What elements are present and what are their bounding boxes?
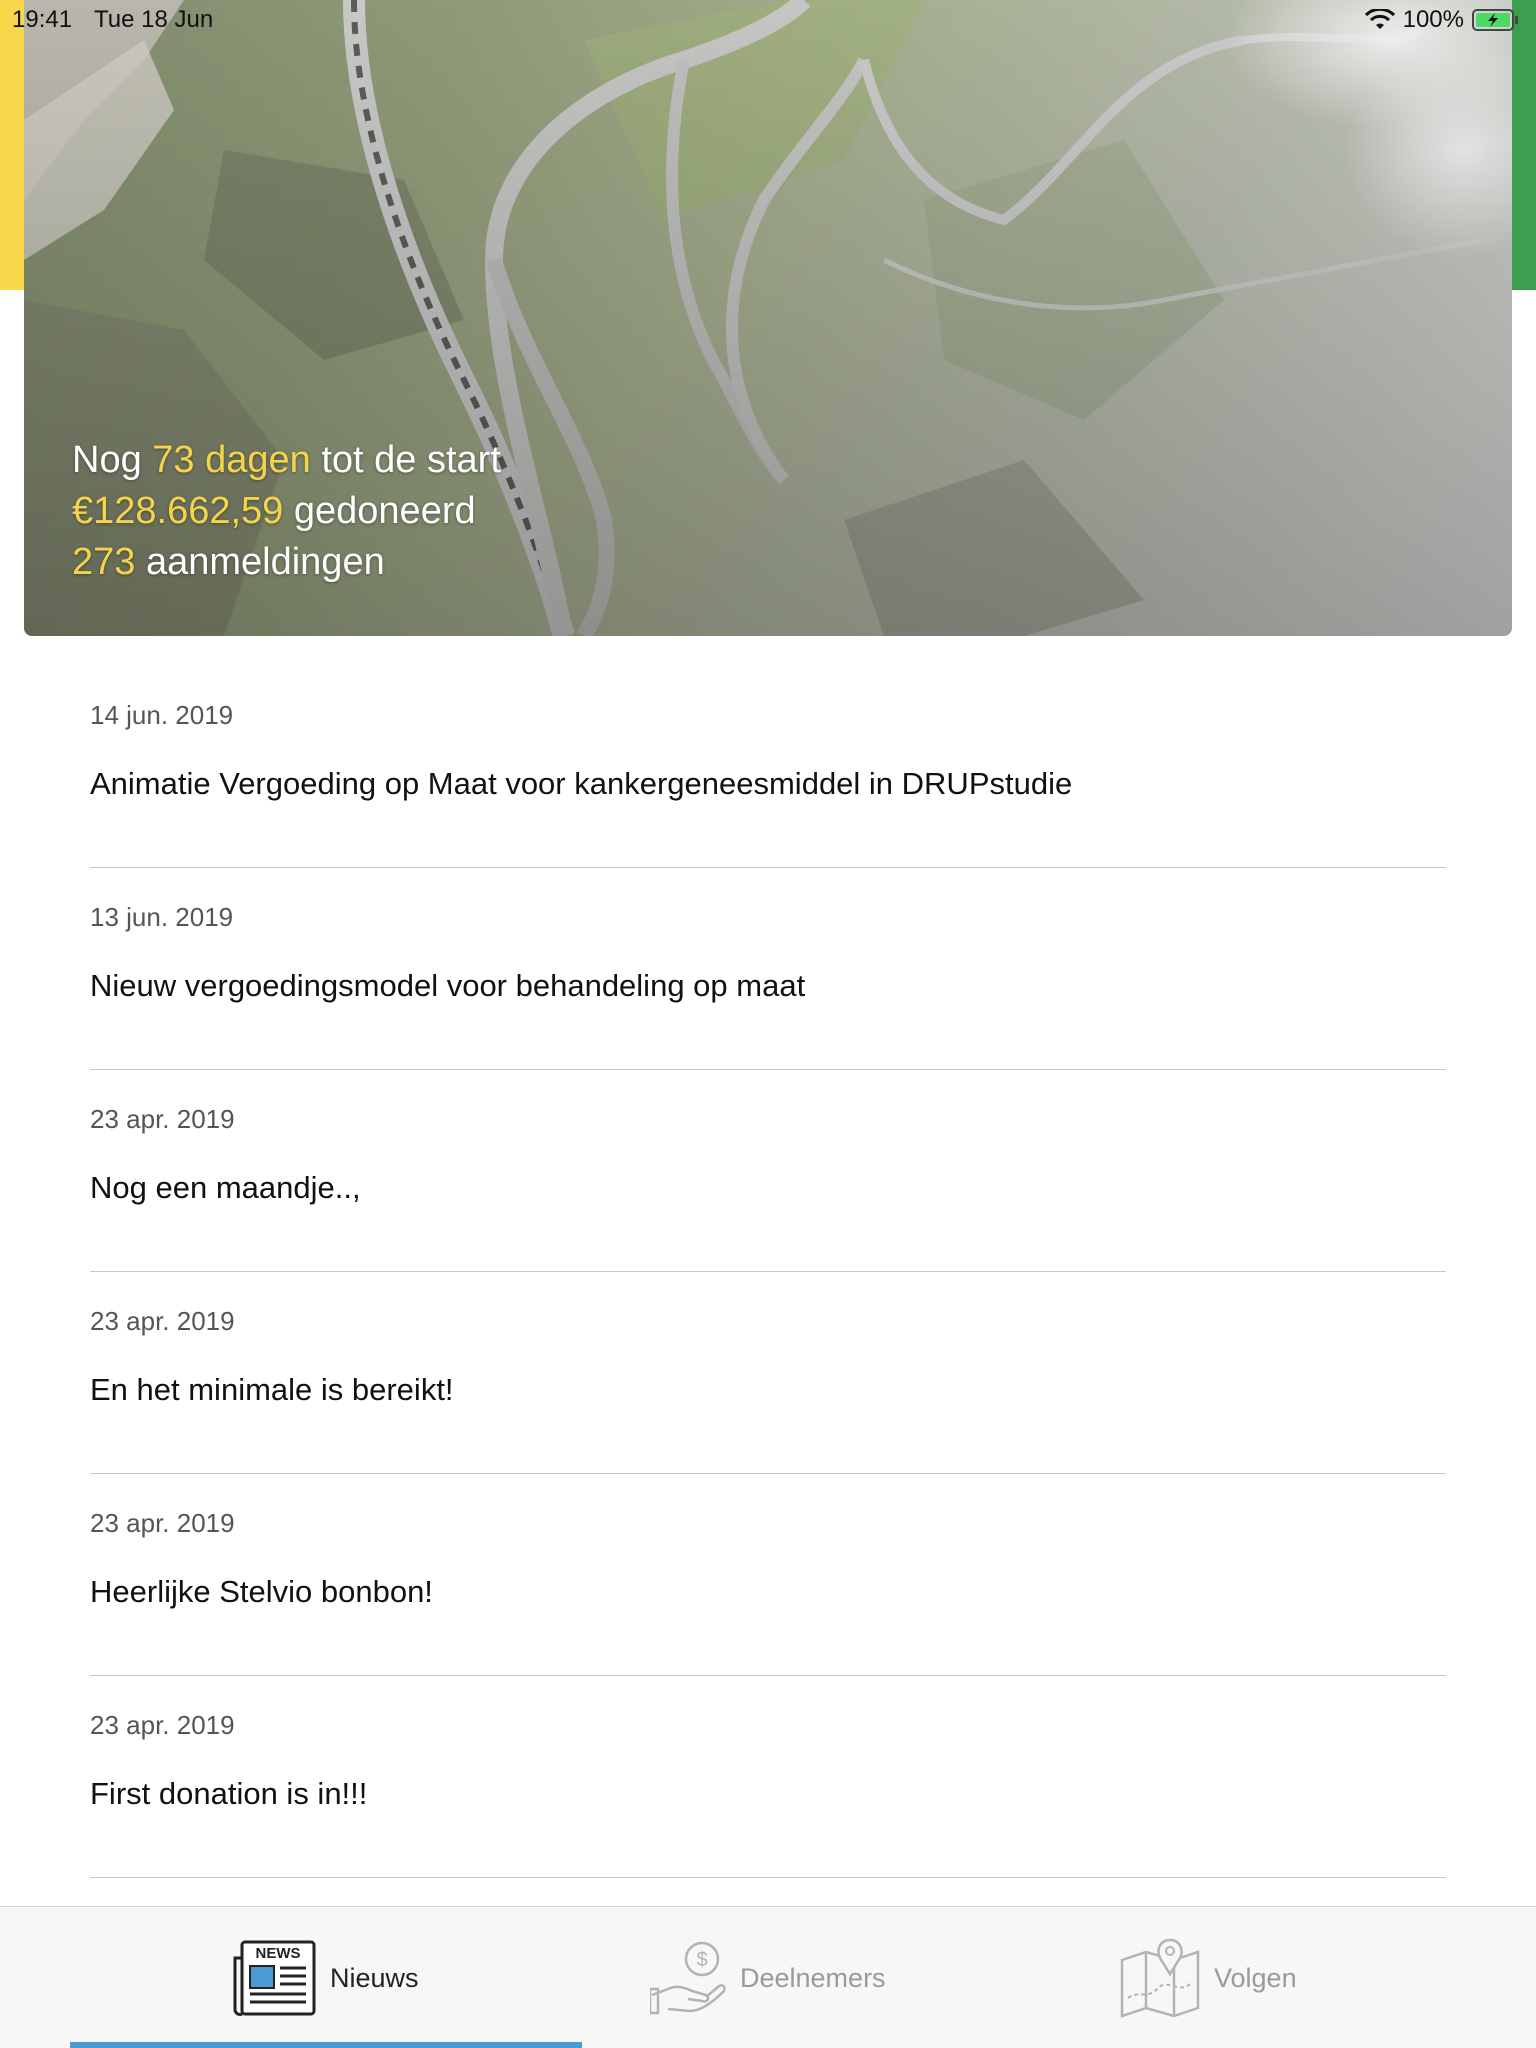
tab-participants[interactable]	[650, 1907, 886, 2048]
tab-follow[interactable]	[1118, 1907, 1297, 2048]
svg-text:$: $	[696, 1949, 708, 1971]
battery-charging-icon	[1472, 8, 1520, 32]
status-time: 19:41	[12, 6, 73, 33]
tab-follow-label: Volgen	[1214, 1962, 1297, 1993]
news-title: Animatie Vergoeding op Maat voor kankergeneesmiddel in DRUPstudie	[90, 766, 1073, 801]
news-title: First donation is in!!!	[90, 1776, 368, 1811]
donated-line	[72, 486, 501, 537]
left-accent-strip	[0, 0, 24, 290]
map-pin-icon	[1118, 1938, 1202, 2018]
wifi-icon	[1365, 9, 1395, 31]
tab-news-label: Nieuws	[330, 1962, 419, 1993]
news-date: 23 apr. 2019	[90, 1508, 235, 1538]
registrations-label: aanmeldingen	[135, 541, 385, 583]
news-date: 23 apr. 2019	[90, 1306, 235, 1336]
news-title: Nog een maandje..,	[90, 1170, 361, 1205]
hero-stats	[72, 435, 501, 588]
tab-participants-label: Deelnemers	[740, 1962, 886, 1993]
news-item[interactable]	[90, 1676, 1446, 1878]
news-title: En het minimale is bereikt!	[90, 1372, 454, 1407]
news-title: Nieuw vergoedingsmodel voor behandeling op maat	[90, 968, 806, 1003]
registrations-count: 273	[72, 541, 136, 583]
days-to-start-line	[72, 435, 501, 486]
status-date: Tue 18 Jun	[94, 6, 214, 33]
news-item[interactable]	[90, 1070, 1446, 1272]
registrations-line	[72, 537, 501, 588]
news-item[interactable]	[90, 1474, 1446, 1676]
news-item[interactable]	[90, 666, 1446, 868]
active-tab-indicator	[70, 2042, 582, 2048]
news-list	[90, 666, 1446, 1878]
news-date: 23 apr. 2019	[90, 1104, 235, 1134]
donated-amount: €128.662,59	[72, 490, 284, 532]
battery-percentage: 100%	[1402, 6, 1464, 33]
news-date: 14 jun. 2019	[90, 700, 234, 730]
donated-label: gedoneerd	[283, 490, 476, 532]
news-item[interactable]	[90, 1272, 1446, 1474]
days-prefix: Nog	[72, 439, 153, 481]
news-title: Heerlijke Stelvio bonbon!	[90, 1574, 433, 1609]
tab-bar	[0, 1906, 1536, 2048]
newspaper-icon	[232, 1938, 318, 2018]
status-indicators	[1365, 6, 1520, 34]
hero-banner	[24, 0, 1512, 636]
news-date: 13 jun. 2019	[90, 902, 234, 932]
status-bar	[0, 0, 1536, 40]
news-item[interactable]	[90, 868, 1446, 1070]
right-accent-strip	[1512, 0, 1536, 290]
newspaper-icon-text: NEWS	[255, 1945, 301, 1962]
news-date: 23 apr. 2019	[90, 1710, 235, 1740]
donation-hand-icon	[650, 1939, 728, 2017]
tab-news[interactable]	[232, 1907, 419, 2048]
days-count: 73 dagen	[152, 439, 311, 481]
days-suffix: tot de start	[310, 439, 501, 481]
